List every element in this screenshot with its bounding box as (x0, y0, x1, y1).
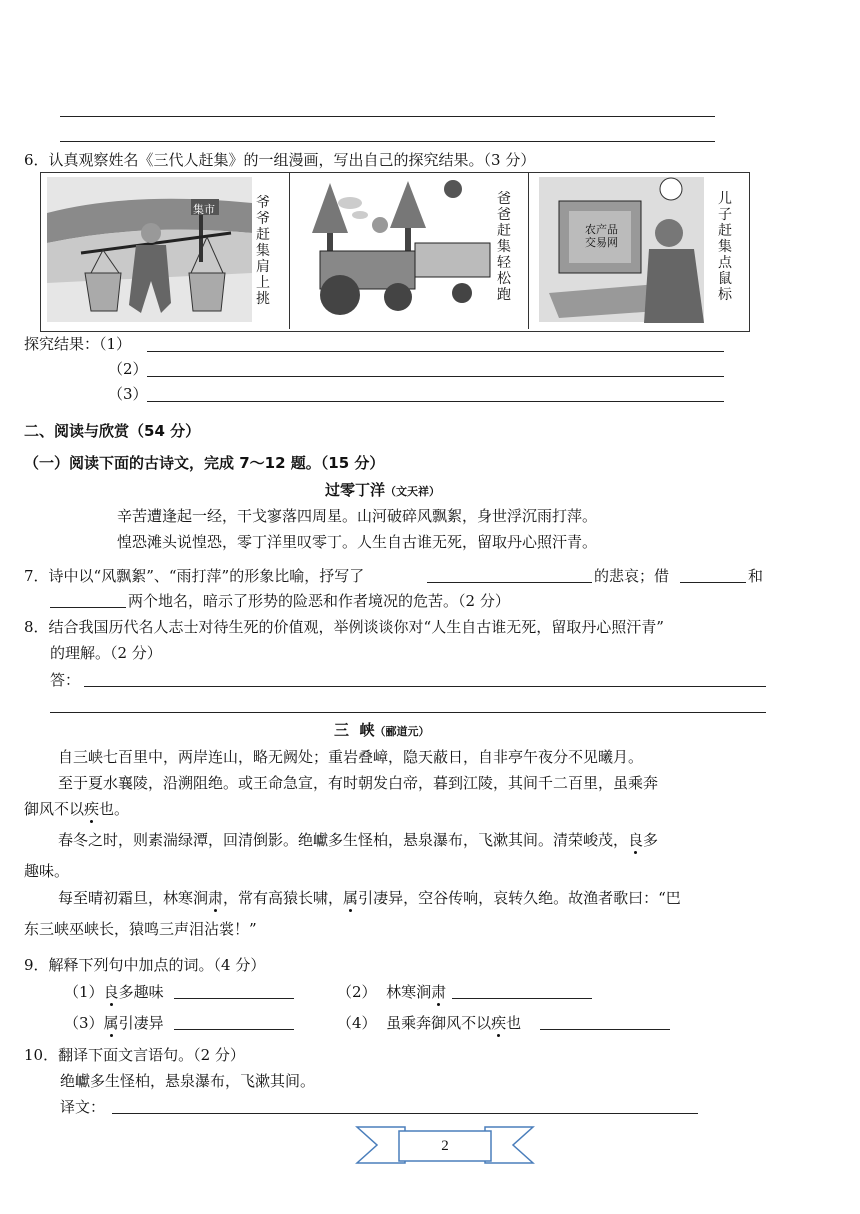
text-span: 多趣味 (118, 983, 164, 1001)
grandpa-illustration (41, 173, 289, 329)
text-span: （2） 林寒涧 (337, 983, 432, 1001)
answer-blank (680, 582, 746, 583)
text-span: （3） (64, 1014, 104, 1032)
text-span: 御风不以 (24, 800, 85, 818)
text-span: 每至晴初霜旦，林寒涧 (58, 889, 209, 907)
sanxia-p3b: 趣味。 (24, 862, 70, 880)
answer-line (147, 351, 724, 352)
part-1-title: （一）阅读下面的古诗文，完成 7～12 题。（15 分） (24, 454, 385, 472)
comic-panel-father (290, 173, 529, 329)
question-9: 9．解释下列句中加点的词。（4 分） (24, 956, 266, 974)
answer-blank (427, 582, 592, 583)
text-span: 引凄异 (118, 1014, 164, 1032)
market-sign: 集市 (193, 203, 215, 216)
answer-label: 答： (50, 671, 81, 689)
sanxia-p2b (24, 799, 129, 819)
dotted-word: 属 (343, 889, 359, 907)
section-2-title: 二、阅读与欣赏（54 分） (24, 422, 201, 440)
dotted-word: 疾 (491, 1014, 507, 1032)
result-label-2: （2） (108, 360, 148, 378)
poem-line-1: 辛苦遭逢起一经，干戈寥落四周星。山河破碎风飘絮，身世浮沉雨打萍。 (117, 507, 598, 525)
text-span: 多 (643, 831, 659, 849)
caption-grandpa: 爷爷赶集肩上挑 (256, 195, 270, 307)
poem-line-2: 惶恐滩头说惶恐，零丁洋里叹零丁。人生自古谁无死，留取丹心照汗青。 (117, 533, 598, 551)
question-7-c: 和 (748, 567, 764, 585)
dotted-word: 良 (628, 831, 644, 849)
question-7-a: 7．诗中以“风飘絮”、“雨打萍”的形象比喻，抒写了 (24, 567, 365, 585)
text-span: 也。 (99, 800, 130, 818)
text-span: ，常有高猿长啸， (223, 889, 344, 907)
sanxia-p2a: 至于夏水襄陵，沿溯阻绝。或王命急宣，有时朝发白帝，暮到江陵，其间千二百里，虽乘奔 (58, 774, 659, 792)
answer-line (50, 712, 766, 713)
sanxia-title (334, 720, 429, 742)
dotted-word: 肃 (431, 983, 447, 1001)
result-label-3: （3） (108, 385, 148, 403)
q10-sentence: 绝巘多生怪柏，悬泉瀑布，飞漱其间。 (60, 1072, 316, 1090)
poem-author: （文天祥） (385, 485, 441, 498)
answer-line (112, 1113, 698, 1114)
sanxia-p1: 自三峡七百里中，两岸连山，略无阙处；重岩叠嶂，隐天蔽日，自非亭午夜分不见曦月。 (58, 748, 644, 766)
answer-line (147, 401, 724, 402)
comic-panel-grandpa (41, 173, 290, 329)
q9-item-4 (337, 1013, 521, 1033)
dotted-word: 属 (103, 1014, 119, 1032)
text-span: （1） (64, 983, 104, 1001)
question-7-b: 的悲哀；借 (594, 567, 670, 585)
answer-line (60, 141, 715, 142)
q9-item-3 (64, 1013, 164, 1033)
answer-line (60, 116, 715, 117)
answer-blank (174, 1029, 294, 1030)
answer-line (147, 376, 724, 377)
caption-son: 儿子赶集点鼠标 (718, 191, 732, 303)
q9-item-2 (337, 982, 446, 1002)
comic-panel-son (529, 173, 747, 329)
question-6: 6．认真观察姓名《三代人赶集》的一组漫画，写出自己的探究结果。（3 分） (24, 151, 536, 169)
sanxia-p4a (58, 888, 681, 908)
poem-title (325, 480, 440, 502)
sanxia-title-text: 三 峡 (334, 721, 375, 739)
sanxia-author: （郦道元） (374, 725, 430, 738)
poem-title-text: 过零丁洋 (325, 481, 386, 499)
dotted-word: 肃 (208, 889, 224, 907)
page-number: 2 (441, 1138, 449, 1154)
sanxia-p3a (58, 830, 658, 850)
answer-blank (50, 607, 126, 608)
answer-blank (540, 1029, 670, 1030)
question-8-a: 8．结合我国历代名人志士对待生死的价值观，举例谈谈你对“人生自古谁无死，留取丹心照汗青” (24, 618, 664, 636)
answer-line (84, 686, 766, 687)
son-illustration (529, 173, 747, 329)
q9-item-1 (64, 982, 164, 1002)
dotted-word: 良 (103, 983, 119, 1001)
question-7-d: 两个地名，暗示了形势的险恶和作者境况的危苦。（2 分） (128, 592, 510, 610)
text-span: 也 (506, 1014, 522, 1032)
text-span: 春冬之时，则素湍绿潭，回清倒影。绝巘多生怪柏，悬泉瀑布，飞漱其间。清荣峻茂， (58, 831, 629, 849)
text-span: 引凄异，空谷传响，哀转久绝。故渔者歌曰：“巴 (358, 889, 681, 907)
question-8-b: 的理解。（2 分） (50, 644, 162, 662)
father-illustration (290, 173, 528, 329)
answer-blank (452, 998, 592, 999)
translation-label: 译文： (60, 1098, 106, 1116)
screen-label: 农产品交易网 (585, 223, 618, 249)
sanxia-p4b: 东三峡巫峡长，猿鸣三声泪沾裳！” (24, 920, 257, 938)
dotted-word: 疾 (84, 800, 100, 818)
answer-blank (174, 998, 294, 999)
result-label-1: 探究结果：（1） (24, 335, 132, 353)
caption-father: 爸爸赶集轻松跑 (497, 191, 511, 303)
question-10: 10．翻译下面文言语句。（2 分） (24, 1046, 245, 1064)
text-span: （4） 虽乘奔御风不以 (337, 1014, 492, 1032)
